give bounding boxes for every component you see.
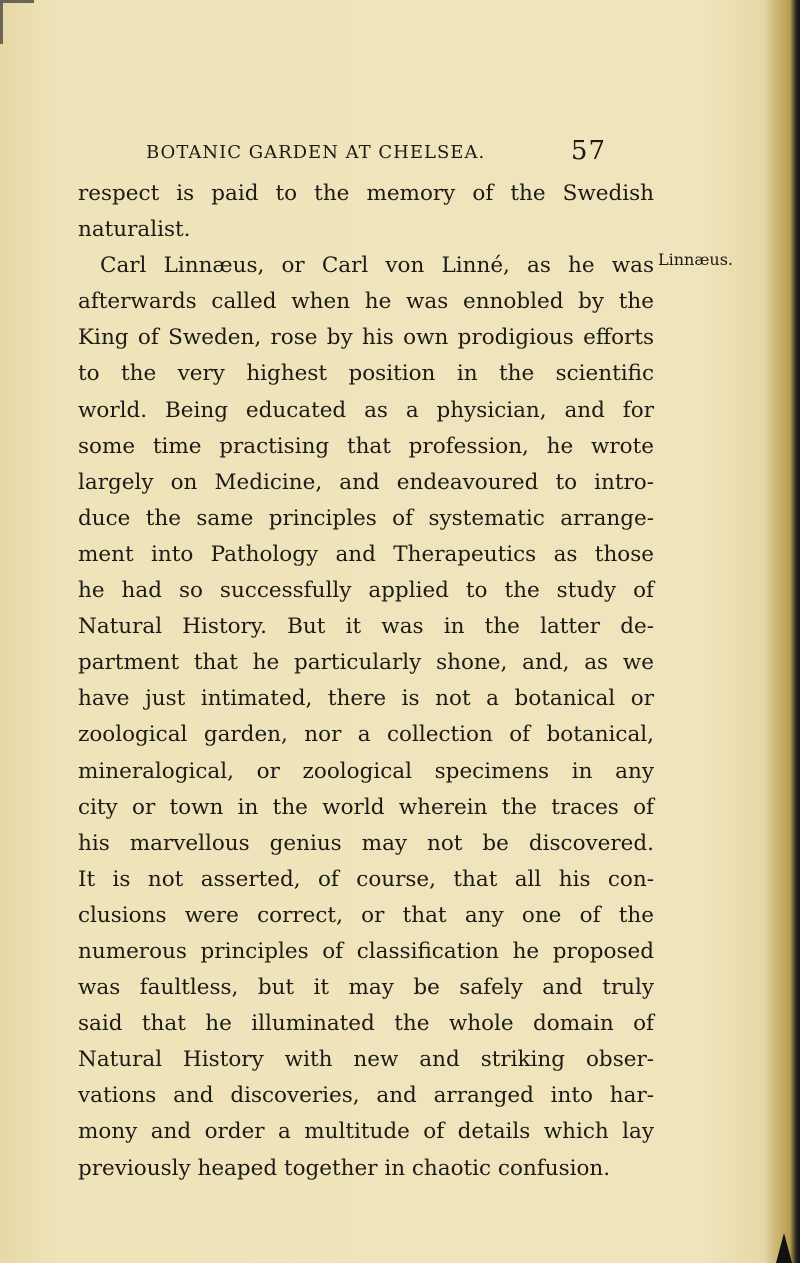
text-line: King of Sweden, rose by his own prodigious efforts [78, 325, 654, 351]
text-line: clusions were correct, or that any one of the [78, 902, 654, 928]
text-line: zoological garden, nor a collection of botanical, [78, 722, 654, 748]
text-line: some time practising that profession, he wrote [78, 433, 654, 459]
margin-note: Linnæus. [658, 250, 733, 269]
page-corner-mark [0, 0, 34, 44]
text-line: afterwards called when he was ennobled by the [78, 289, 654, 315]
text-line: have just intimated, there is not a botanical or [78, 686, 654, 712]
text-line: his marvellous genius may not be discovered. [78, 830, 654, 856]
page-number: 57 [570, 136, 606, 166]
text-line: Carl Linnæus, or Carl von Linné, as he was [100, 253, 654, 279]
text-line: mineralogical, or zoological specimens in any [78, 758, 654, 784]
text-line: he had so successfully applied to the study of [78, 578, 654, 604]
text-line: partment that he particularly shone, and, as we [78, 650, 654, 676]
text-line: duce the same principles of systematic arrange- [78, 505, 654, 531]
text-line: mony and order a multitude of details which lay [78, 1119, 654, 1145]
text-line: previously heaped together in chaotic confusion. [78, 1155, 611, 1181]
text-line: ment into Pathology and Therapeutics as those [78, 541, 654, 567]
edge-tick-mark [776, 1233, 792, 1263]
text-line: vations and discoveries, and arranged into har- [78, 1083, 654, 1109]
page-gutter-edge [766, 0, 800, 1263]
text-line: Natural History with new and striking obser- [78, 1047, 654, 1073]
text-line: respect is paid to the memory of the Swedish [78, 181, 654, 206]
text-line: Natural History. But it was in the latter de- [78, 614, 654, 640]
text-line: It is not asserted, of course, that all his con- [78, 866, 654, 892]
running-head-title: BOTANIC GARDEN AT CHELSEA. [146, 142, 486, 163]
text-line: world. Being educated as a physician, and for [78, 397, 654, 423]
text-line: naturalist. [78, 217, 191, 243]
text-line: largely on Medicine, and endeavoured to intro- [78, 469, 654, 495]
text-line: city or town in the world wherein the traces of [78, 794, 654, 820]
body-text [78, 176, 654, 1187]
text-line: was faultless, but it may be safely and truly [78, 975, 654, 1001]
text-line: to the very highest position in the scientific [78, 361, 654, 387]
text-line: said that he illuminated the whole domain of [78, 1011, 654, 1037]
text-line: numerous principles of classification he proposed [78, 938, 654, 964]
running-head [146, 136, 606, 166]
